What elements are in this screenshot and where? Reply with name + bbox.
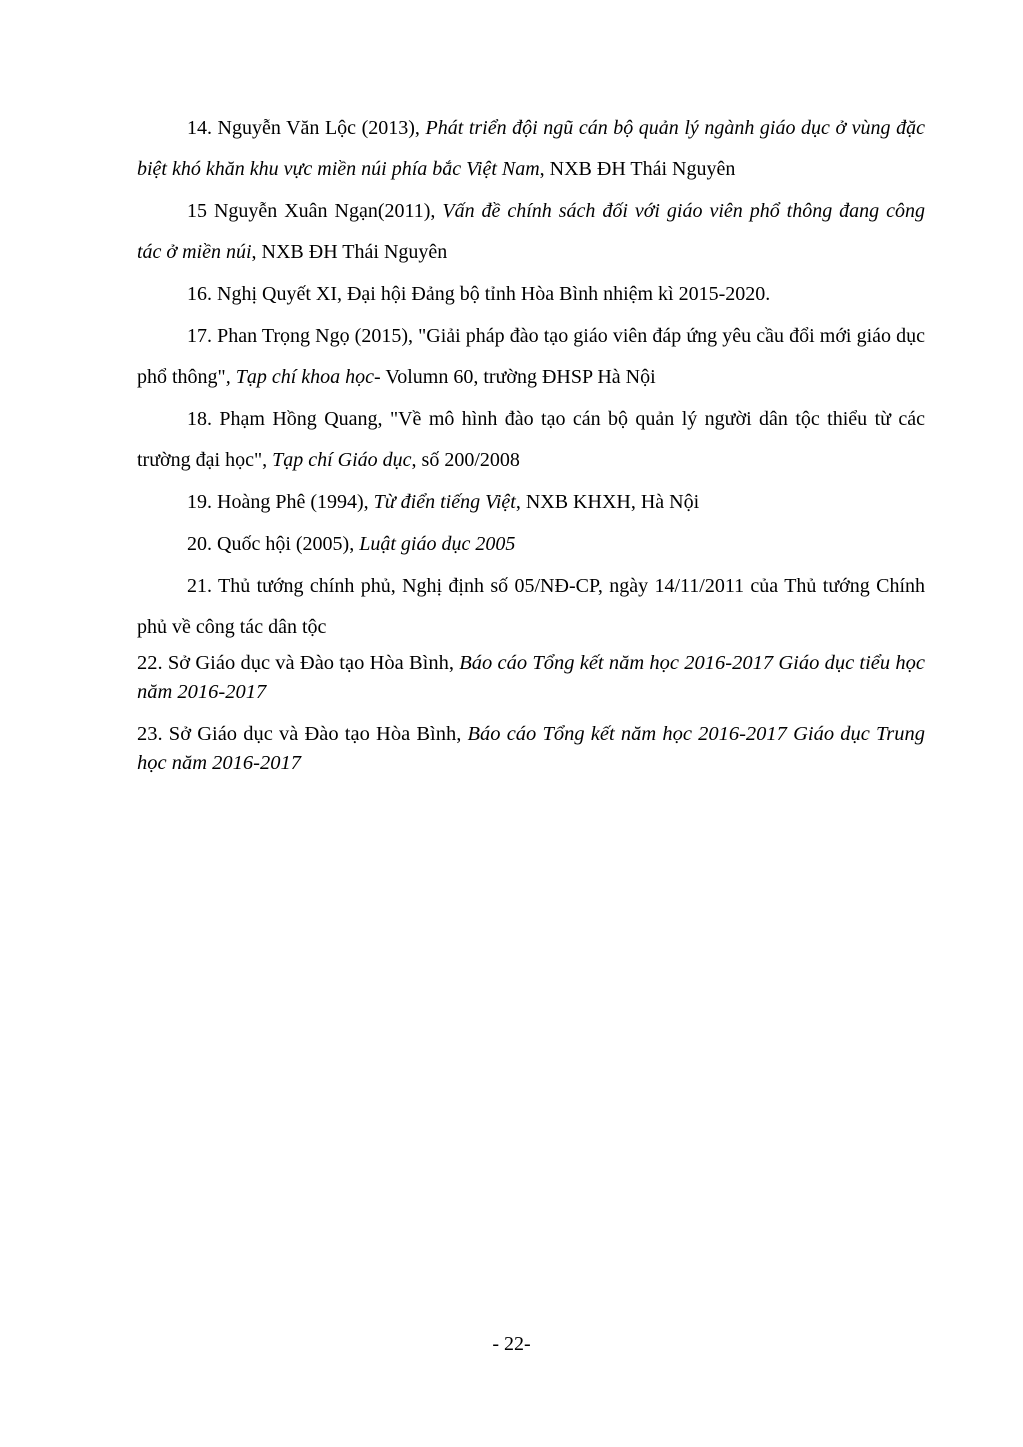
reference-text: , số 200/2008 [411,449,520,471]
reference-title: Báo cáo Tổng kết năm học 2016-2017 Giáo dục Trung học năm 2016-2017 [137,723,926,774]
reference-title: Phát triển đội ngũ cán bộ quản lý ngành giáo dục ở vùng đặc biệt khó khăn khu vực miền núi phía bắc Việt Nam [137,117,925,180]
reference-item [137,274,925,315]
reference-item [137,399,925,481]
reference-text: 21. Thủ tướng chính phủ, Nghị định số 05/NĐ-CP, ngày 14/11/2011 của Thủ tướng Chính phủ về công tác dân tộc [137,575,925,638]
reference-text: 20. Quốc hội (2005), [187,533,360,555]
reference-title: Từ điển tiếng Việt [373,491,516,513]
reference-item [137,482,925,523]
reference-text: 22. Sở Giáo dục và Đào tạo Hòa Bình, [137,652,460,674]
reference-item [137,191,925,273]
reference-title: Tạp chí Giáo dục [272,449,412,471]
reference-item [137,566,925,648]
reference-text: Volumn 60, trường ĐHSP Hà Nội [380,366,656,388]
reference-text: 23. Sở Giáo dục và Đào tạo Hòa Bình, [137,723,468,745]
reference-title: Báo cáo Tổng kết năm học 2016-2017 Giáo dục tiểu học năm 2016-2017 [137,652,925,703]
reference-item [137,649,925,707]
reference-title: Luật giáo dục 2005 [359,533,516,555]
reference-text: 14. Nguyễn Văn Lộc (2013), [187,117,426,139]
reference-text: 19. Hoàng Phê (1994), [187,491,374,513]
reference-text: 15 Nguyễn Xuân Ngạn(2011), [187,200,443,222]
reference-item [137,316,925,398]
reference-title: Vấn đề chính sách đối với giáo viên phổ thông đang công tác ở miền núi [137,200,925,263]
reference-title: , Tạp chí khoa học- [225,366,381,388]
reference-item [137,720,925,778]
reference-list [137,108,925,791]
reference-text: 16. Nghị Quyết XI, Đại hội Đảng bộ tỉnh Hòa Bình nhiệm kì 2015-2020. [187,283,771,305]
reference-text: 18. Phạm Hồng Quang, "Về mô hình đào tạo cán bộ quản lý người dân tộc thiểu từ các trường đại học", [137,408,925,471]
reference-text: , NXB ĐH Thái Nguyên [539,158,736,180]
reference-item [137,524,925,565]
page-number: - 22- [492,1333,531,1355]
reference-text: 17. Phan Trọng Ngọ (2015), "Giải pháp đào tạo giáo viên đáp ứng yêu cầu đổi mới giáo dục phổ thông" [137,325,925,388]
reference-text: , NXB KHXH, Hà Nội [515,491,700,513]
reference-item [137,108,925,190]
reference-text: , NXB ĐH Thái Nguyên [251,241,448,263]
